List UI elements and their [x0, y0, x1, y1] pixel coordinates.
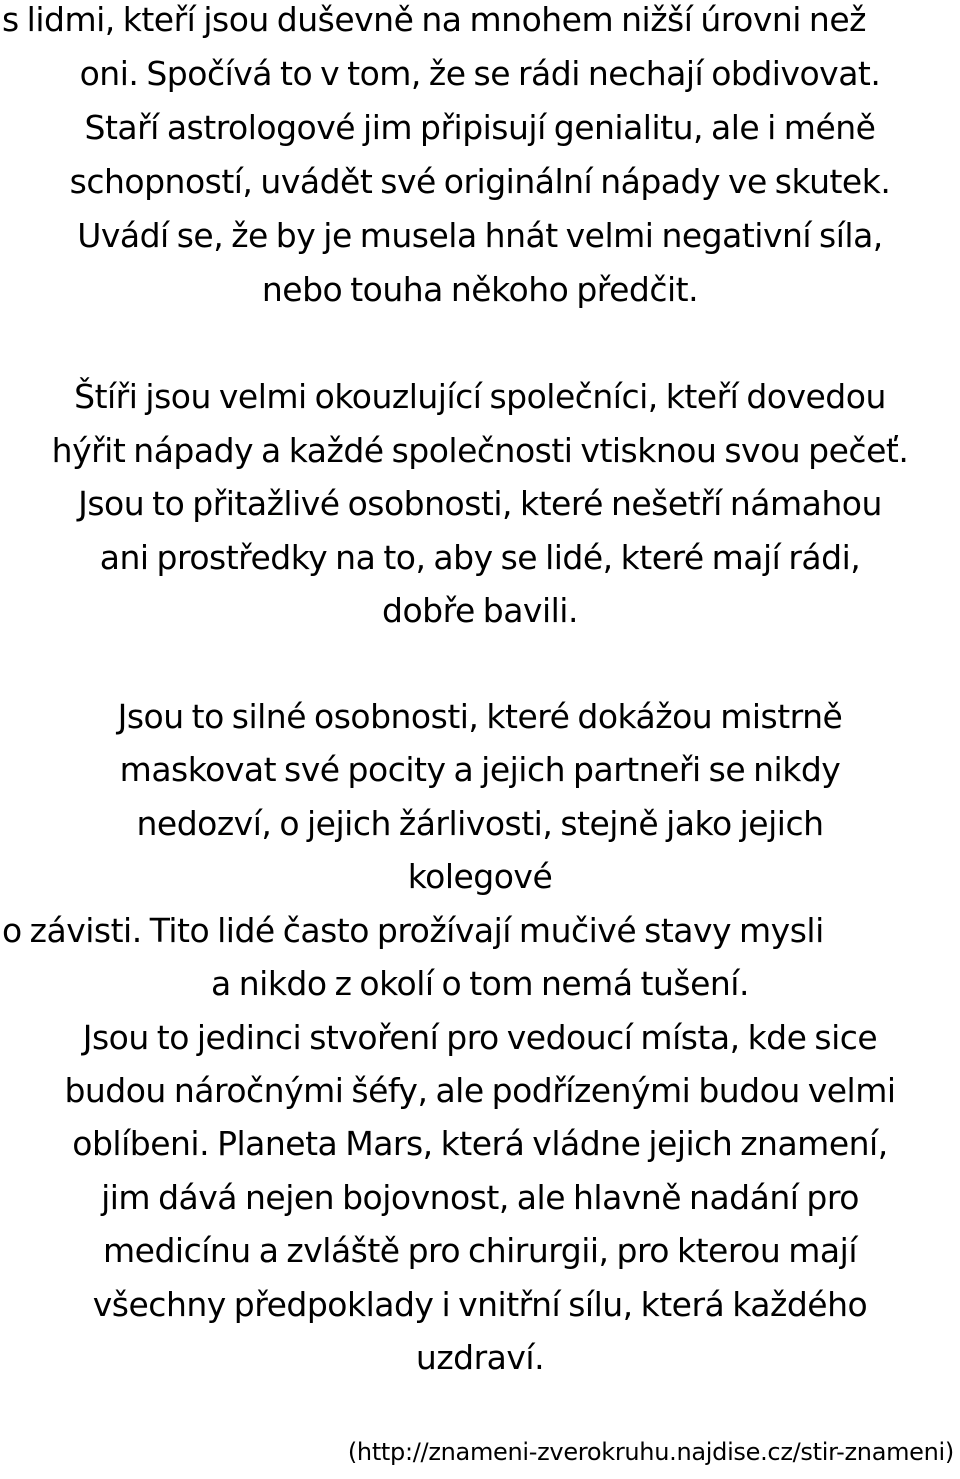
- text-line: nedozví, o jejich žárlivosti, stejně jako jejich: [136, 804, 824, 843]
- text-line: o závisti. Tito lidé často prožívají mučivé stavy mysli: [2, 911, 824, 950]
- text-line: maskovat své pocity a jejich partneři se nikdy: [119, 750, 841, 789]
- text-line: Štíři jsou velmi okouzlující společníci, kteří dovedou: [74, 377, 886, 416]
- text-line: s lidmi, kteří jsou duševně na mnohem nižší úrovni než: [2, 0, 866, 39]
- text-line: Jsou to jedinci stvoření pro vedoucí místa, kde sice: [82, 1018, 878, 1057]
- text-line: Staří astrologové jim připisují genialitu, ale i méně: [84, 108, 876, 147]
- text-line: Jsou to silné osobnosti, které dokážou mistrně: [117, 697, 843, 736]
- text-line: Jsou to přitažlivé osobnosti, které nešetří námahou: [78, 484, 882, 523]
- text-line: Uvádí se, že by je musela hnát velmi negativní síla,: [77, 216, 883, 255]
- source-url: (http://znameni-zverokruhu.najdise.cz/stir-znameni): [347, 1438, 954, 1466]
- text-line: uzdraví.: [415, 1338, 545, 1377]
- text-line: kolegové: [407, 857, 553, 896]
- text-line: medicínu a zvláště pro chirurgii, pro kterou mají: [103, 1231, 857, 1270]
- text-line: všechny předpoklady i vnitřní sílu, která každého: [92, 1285, 868, 1324]
- text-line: oblíbeni. Planeta Mars, která vládne jejich znamení,: [72, 1124, 888, 1163]
- text-line: jim dává nejen bojovnost, ale hlavně nadání pro: [101, 1178, 859, 1217]
- text-line: hýřit nápady a každé společnosti vtisknou svou pečeť.: [51, 431, 909, 470]
- text-line: oni. Spočívá to v tom, že se rádi nechají obdivovat.: [79, 54, 881, 93]
- text-line: a nikdo z okolí o tom nemá tušení.: [211, 964, 749, 1003]
- text-line: nebo touha někoho předčit.: [261, 270, 699, 309]
- text-line: ani prostředky na to, aby se lidé, které mají rádi,: [99, 538, 861, 577]
- text-line: budou náročnými šéfy, ale podřízenými budou velmi: [64, 1071, 896, 1110]
- text-line: schopností, uvádět své originální nápady ve skutek.: [69, 162, 891, 201]
- text-line: dobře bavili.: [382, 591, 578, 630]
